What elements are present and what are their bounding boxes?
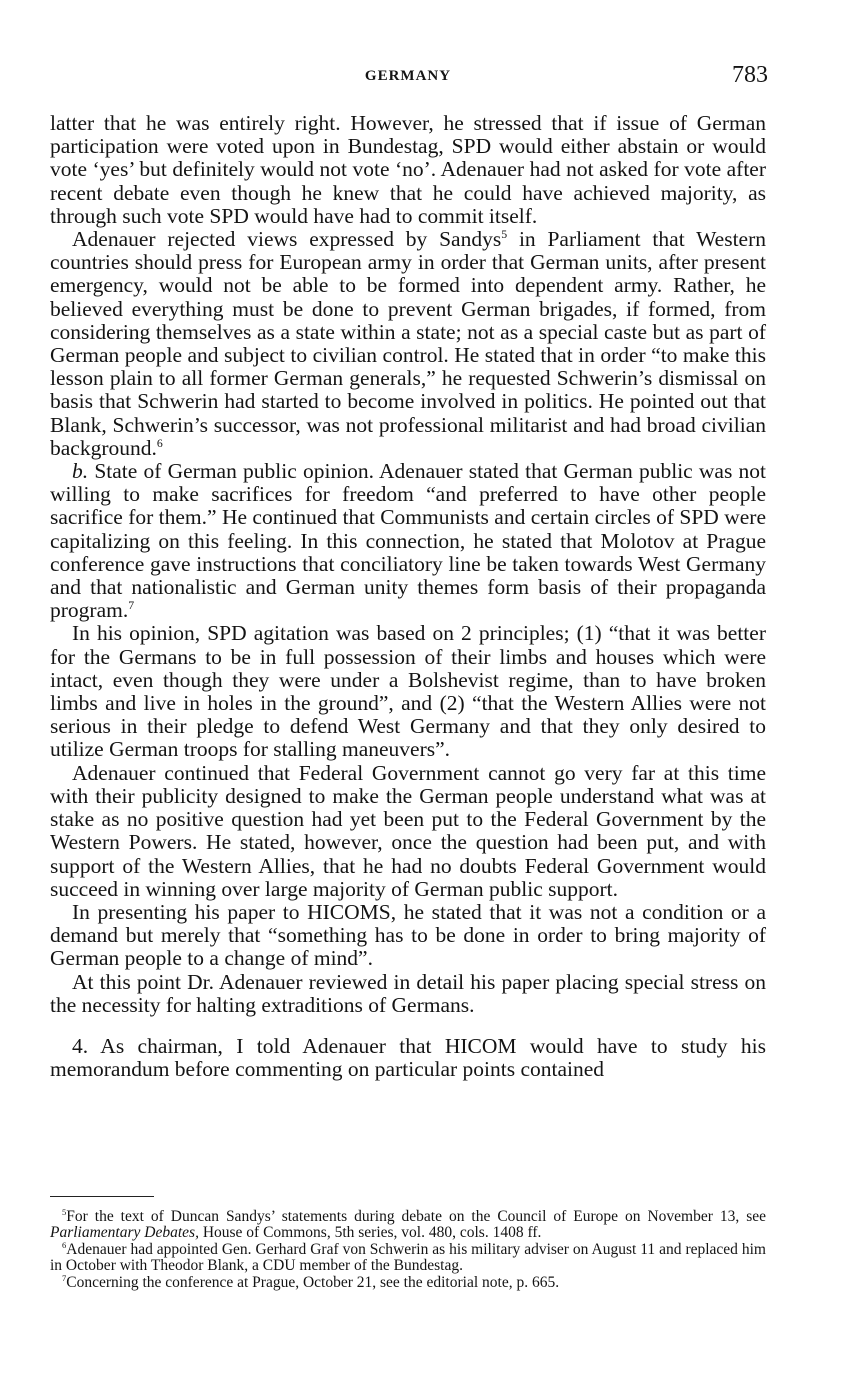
footnote-7 xyxy=(50,1272,766,1291)
running-title: GERMANY xyxy=(364,68,452,84)
main-text xyxy=(50,112,766,1081)
page-header xyxy=(48,64,768,94)
footnote-citation-title: Parliamentary Debates, xyxy=(50,1224,199,1242)
footnote-text: For the text of Duncan Sandys’ statements during debate on the Council of Europe on November 13, see xyxy=(66,1208,766,1225)
footnotes xyxy=(50,1206,766,1291)
paragraph-federal-government: Adenauer continued that Federal Government cannot go very far at this time with their publicity designed to make the German people understand what was at stake as no positive question had yet been put to the Federal Government by the Western Powers. He stated, however, once the question had been put, and with support of the Western Allies, that he had no doubts Federal Government would succeed in winning over large majority of German public support. xyxy=(50,760,766,901)
footnote-text: House of Commons, 5th series, vol. 480, cols. 1408 ff. xyxy=(198,1224,542,1242)
footnote-text: Adenauer had appointed Gen. Gerhard Graf von Schwerin as his military adviser on August 11 and replaced him in October with Theodor Blank, a CDU member of the Bundestag. xyxy=(50,1240,766,1275)
page-number: 783 xyxy=(732,62,768,88)
footnote-6 xyxy=(50,1239,766,1275)
paragraph-continuation: latter that he was entirely right. However, he stressed that if issue of German participation were voted upon in Bundestag, SPD would either abstain or would vote ‘yes’ but definitely would not vote ‘no’. Adenauer had not asked for vote after recent debate even though he knew that he could have achieved majority, as through such vote SPD would have had to commit itself. xyxy=(50,111,766,228)
footnote-5 xyxy=(50,1206,766,1242)
paragraph-text: in Parliament that Western countries should press for European army in order that German units, after present emergency, would not be able to be formed into dependent army. Rather, he believed everything must be done to prevent German brigades, if formed, from considering themselves as a state within a state; not as a special caste but as part of German people and subject to civilian control. He stated that in order “to make this lesson plain to all former German generals,” he requested Schwerin’s dismissal on basis that Schwerin had started to become involved in politics. He pointed out that Blank, Schwerin’s successor, was not professional militarist and had broad civilian background. xyxy=(50,227,767,460)
footnote-ref-6: 6 xyxy=(156,435,163,450)
footnote-text: Concerning the conference at Prague, October 21, see the editorial note, p. 665. xyxy=(66,1273,560,1291)
item-label: b. xyxy=(72,459,89,484)
paragraph-text: State of German public opinion. Adenauer stated that German public was not willing to make sacrifices for freedom “and preferred to have other people sacrifice for them.” He continued that Communists and certain circles of SPD were capitalizing on this feeling. In this connection, he stated that Molotov at Prague conference gave instructions that conciliatory line be taken towards West Germany and that nationalistic and German unity themes form basis of their propaganda program. xyxy=(50,459,766,623)
paragraph-public-opinion xyxy=(50,460,766,622)
footnote-number: 6 xyxy=(62,1239,67,1250)
paragraph-text: Adenauer rejected views expressed by Sandys xyxy=(72,227,502,252)
footnote-number: 5 xyxy=(62,1206,67,1217)
paragraph-spd-agitation: In his opinion, SPD agitation was based on 2 principles; (1) “that it was better for the Germans to be in full possession of their limbs and houses which were intact, even though they were under a Bolshevist regime, than to have broken limbs and live in holes in the ground”, and (2) “that the Western Allies were not serious in their pledge to defend West Germany and that they only desired to utilize German troops for stalling maneuvers”. xyxy=(50,621,766,762)
footnote-divider xyxy=(50,1196,154,1197)
paragraph-hicoms-paper: In presenting his paper to HICOMS, he stated that it was not a condition or a demand but merely that “something has to be done in order to bring majority of German people to a change of mind”. xyxy=(50,899,766,971)
footnote-number: 7 xyxy=(62,1272,67,1283)
paragraph-sandys xyxy=(50,228,766,460)
footnote-ref-5: 5 xyxy=(501,226,508,241)
paragraph-chairman: 4. As chairman, I told Adenauer that HICOM would have to study his memorandum before commenting on particular points contained xyxy=(50,1033,766,1082)
paragraph-extraditions: At this point Dr. Adenauer reviewed in detail his paper placing special stress on the necessity for halting extraditions of Germans. xyxy=(50,969,766,1017)
footnote-ref-7: 7 xyxy=(128,598,135,613)
